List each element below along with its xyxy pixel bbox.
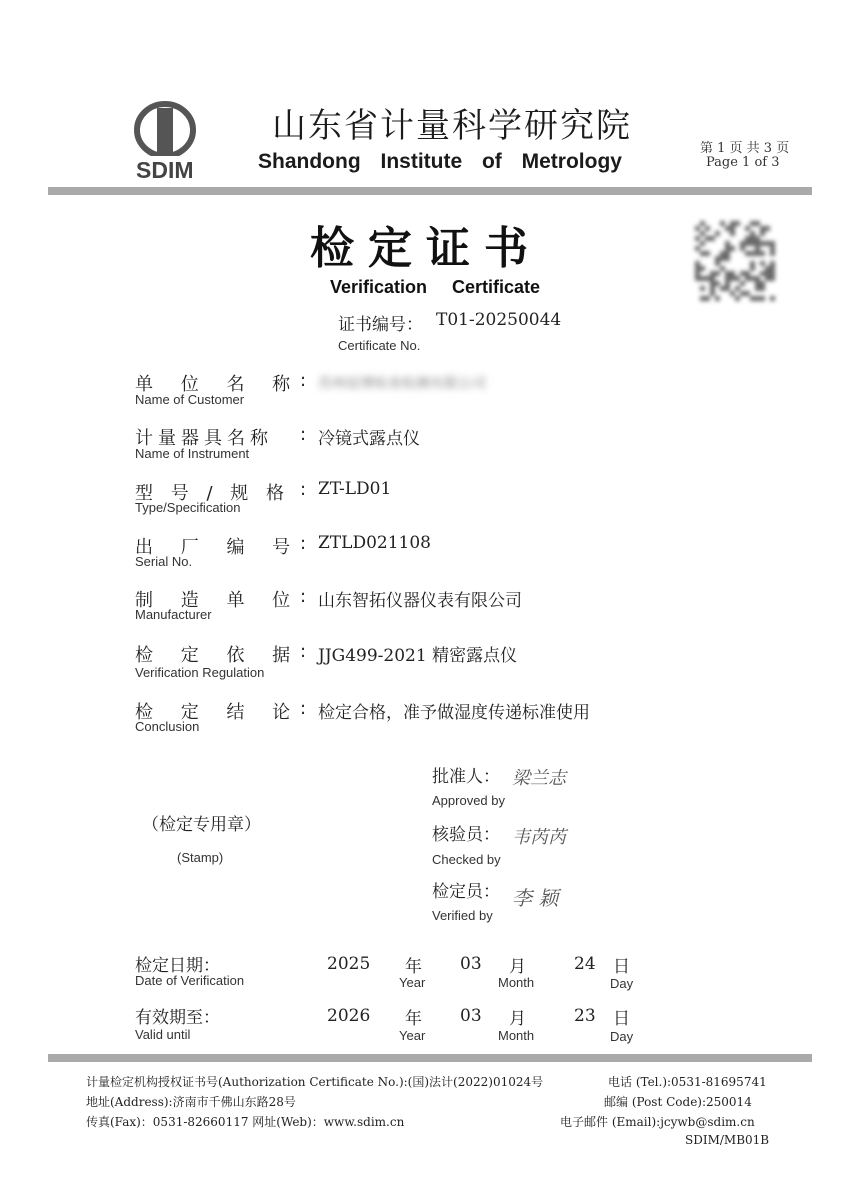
approval-label-en: Checked by (432, 852, 501, 867)
field-label: 制 造 单 位 (135, 590, 291, 611)
footer-form-code: SDIM/MB01B (685, 1133, 770, 1147)
month-unit-en: Month (498, 1028, 535, 1043)
approval-label-en: Verified by (432, 908, 493, 923)
day-value: 23 (574, 1006, 596, 1026)
field-label-en: Serial No. (135, 554, 193, 569)
field-label-en: Name of Customer (135, 392, 245, 407)
approval-label: 核验员： (432, 825, 500, 845)
year-unit: 年 (405, 1009, 422, 1029)
month-unit: 月 (509, 957, 526, 977)
field-colon: : (300, 533, 307, 554)
field-colon: : (300, 479, 307, 500)
field-colon: : (300, 698, 307, 719)
approval-label: 检定员： (432, 882, 500, 902)
field-colon: : (300, 586, 307, 607)
footer-email: 电子邮件 (Email):jcywb@sdim.cn (560, 1115, 755, 1129)
cert-number-label-en: Certificate No. (338, 338, 421, 353)
field-label-en: Conclusion (135, 719, 200, 734)
logo-text: SDIM (136, 157, 194, 183)
field-colon: : (300, 370, 307, 391)
day-unit: 日 (613, 1009, 630, 1029)
day-value: 24 (574, 954, 596, 974)
day-unit: 日 (613, 957, 630, 977)
qr-code (694, 220, 776, 302)
certificate-title-cn: 检定证书 (310, 223, 542, 274)
certificate-title-en: Verification Certificate (330, 277, 541, 297)
field-colon: : (300, 641, 307, 662)
footer-fax-web: 传真(Fax)：0531-82660117 网址(Web)：www.sdim.cn (86, 1115, 405, 1129)
month-unit-en: Month (498, 975, 535, 990)
footer-authorization: 计量检定机构授权证书号(Authorization Certificate No.):(国)法计(2022)01024号 (86, 1075, 544, 1089)
approval-label: 批准人： (432, 767, 500, 787)
year-unit-en: Year (399, 1028, 426, 1043)
stamp-label: （检定专用章） (142, 815, 261, 835)
month-value: 03 (460, 1006, 482, 1026)
footer-address: 地址(Address):济南市千佛山东路28号 (86, 1095, 296, 1109)
date-label-en: Date of Verification (135, 973, 245, 988)
year-unit-en: Year (399, 975, 426, 990)
field-value: 检定合格，准予做湿度传递标准使用 (318, 703, 590, 723)
month-value: 03 (460, 954, 482, 974)
footer-tel: 电话 (Tel.):0531-81695741 (608, 1075, 767, 1089)
checker-signature: 韦芮芮 (512, 827, 566, 848)
sdim-logo (120, 100, 210, 184)
month-unit: 月 (509, 1009, 526, 1029)
field-label-en: Manufacturer (135, 607, 212, 622)
field-label: 出 厂 编 号 (135, 537, 291, 558)
page-indicator-cn: 第 1 页 共 3 页 (700, 141, 790, 156)
field-label-en: Type/Specification (135, 500, 241, 515)
footer-postcode: 邮编 (Post Code):250014 (604, 1095, 752, 1109)
footer-divider (48, 1054, 812, 1062)
approver-signature: 梁兰志 (512, 768, 566, 789)
day-unit-en: Day (610, 1029, 634, 1044)
date-label-en: Valid until (135, 1027, 191, 1042)
field-label: 单 位 名 称 (135, 374, 291, 395)
day-unit-en: Day (610, 976, 634, 991)
year-value: 2025 (327, 954, 371, 974)
cert-number-label: 证书编号： (338, 315, 423, 335)
field-label-en: Verification Regulation (135, 665, 265, 680)
year-value: 2026 (327, 1006, 371, 1026)
field-value: 苏州宸博检查检测有限公司 (318, 376, 486, 392)
field-label-en: Name of Instrument (135, 446, 250, 461)
field-value: ZT-LD01 (318, 479, 392, 499)
field-value: JJG499-2021 精密露点仪 (318, 646, 518, 666)
field-label: 检 定 结 论 (135, 702, 291, 723)
institute-name-cn: 山东省计量科学研究院 (272, 106, 632, 146)
field-value: ZTLD021108 (318, 533, 431, 553)
field-value: 山东智拓仪器仪表有限公司 (318, 591, 522, 611)
field-colon: : (300, 424, 307, 445)
date-label: 检定日期： (135, 956, 220, 976)
field-value: 冷镜式露点仪 (318, 429, 420, 449)
field-label: 检 定 依 据 (135, 645, 291, 666)
approval-label-en: Approved by (432, 793, 505, 808)
date-label: 有效期至： (135, 1008, 220, 1028)
field-label: 型 号 / 规 格 (135, 483, 284, 504)
field-label: 计量器具名称 (135, 428, 273, 449)
institute-name-en: Shandong Institute of Metrology (258, 150, 622, 173)
verifier-signature: 李 颖 (512, 886, 559, 910)
page-indicator-en: Page 1 of 3 (706, 155, 780, 170)
year-unit: 年 (405, 957, 422, 977)
cert-number: T01-20250044 (436, 310, 562, 330)
header-divider (48, 187, 812, 195)
stamp-label-en: (Stamp) (177, 850, 224, 865)
